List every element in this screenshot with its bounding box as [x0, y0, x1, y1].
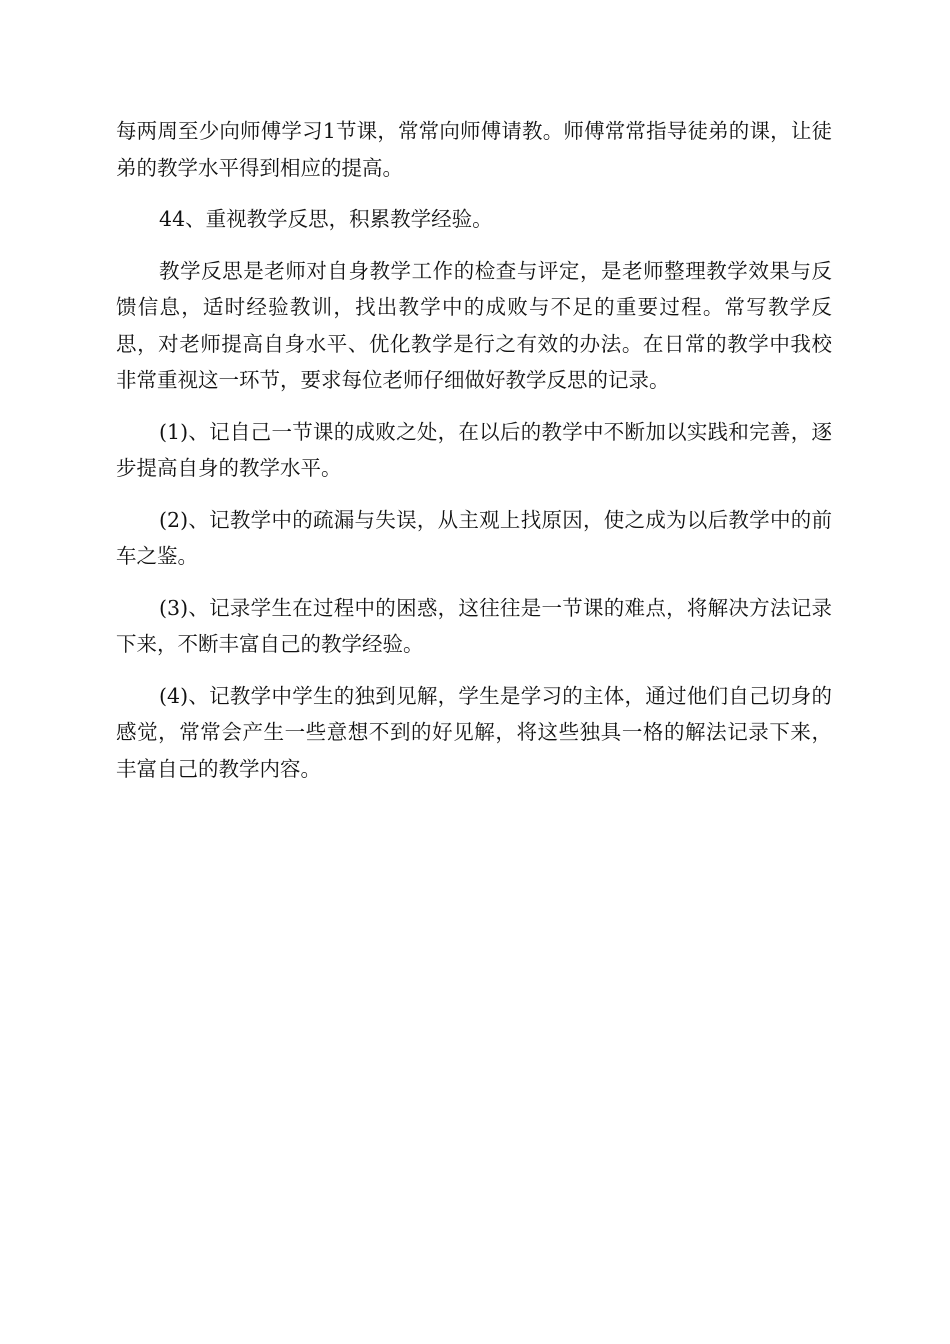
document-body	[116, 113, 832, 802]
section-heading-44: 44、重视教学反思，积累教学经验。	[159, 207, 493, 231]
list-item-3: (3)、记录学生在过程中的困惑，这往往是一节课的难点，将解决方法记录下来，不断丰富自己的教学经验。	[116, 595, 832, 656]
paragraph-reflection-intro: 教学反思是老师对自身教学工作的检查与评定，是老师整理教学效果与反馈信息，适时经验教训，找出教学中的成败与不足的重要过程。常写教学反思，对老师提高自身水平、优化教学是行之有效的办法。在日常的教学中我校非常重视这一环节，要求每位老师仔细做好教学反思的记录。	[116, 258, 832, 392]
list-item-4: (4)、记教学中学生的独到见解，学生是学习的主体，通过他们自己切身的感觉，常常会产生一些意想不到的好见解，将这些独具一格的解法记录下来，丰富自己的教学内容。	[116, 683, 832, 781]
list-item-2: (2)、记教学中的疏漏与失误，从主观上找原因，使之成为以后教学中的前车之鉴。	[116, 507, 832, 568]
paragraph-continuation: 每两周至少向师傅学习1节课，常常向师傅请教。师傅常常指导徒弟的课，让徒弟的教学水平得到相应的提高。	[116, 119, 832, 180]
list-item-1: (1)、记自己一节课的成败之处，在以后的教学中不断加以实践和完善，逐步提高自身的教学水平。	[116, 419, 832, 480]
